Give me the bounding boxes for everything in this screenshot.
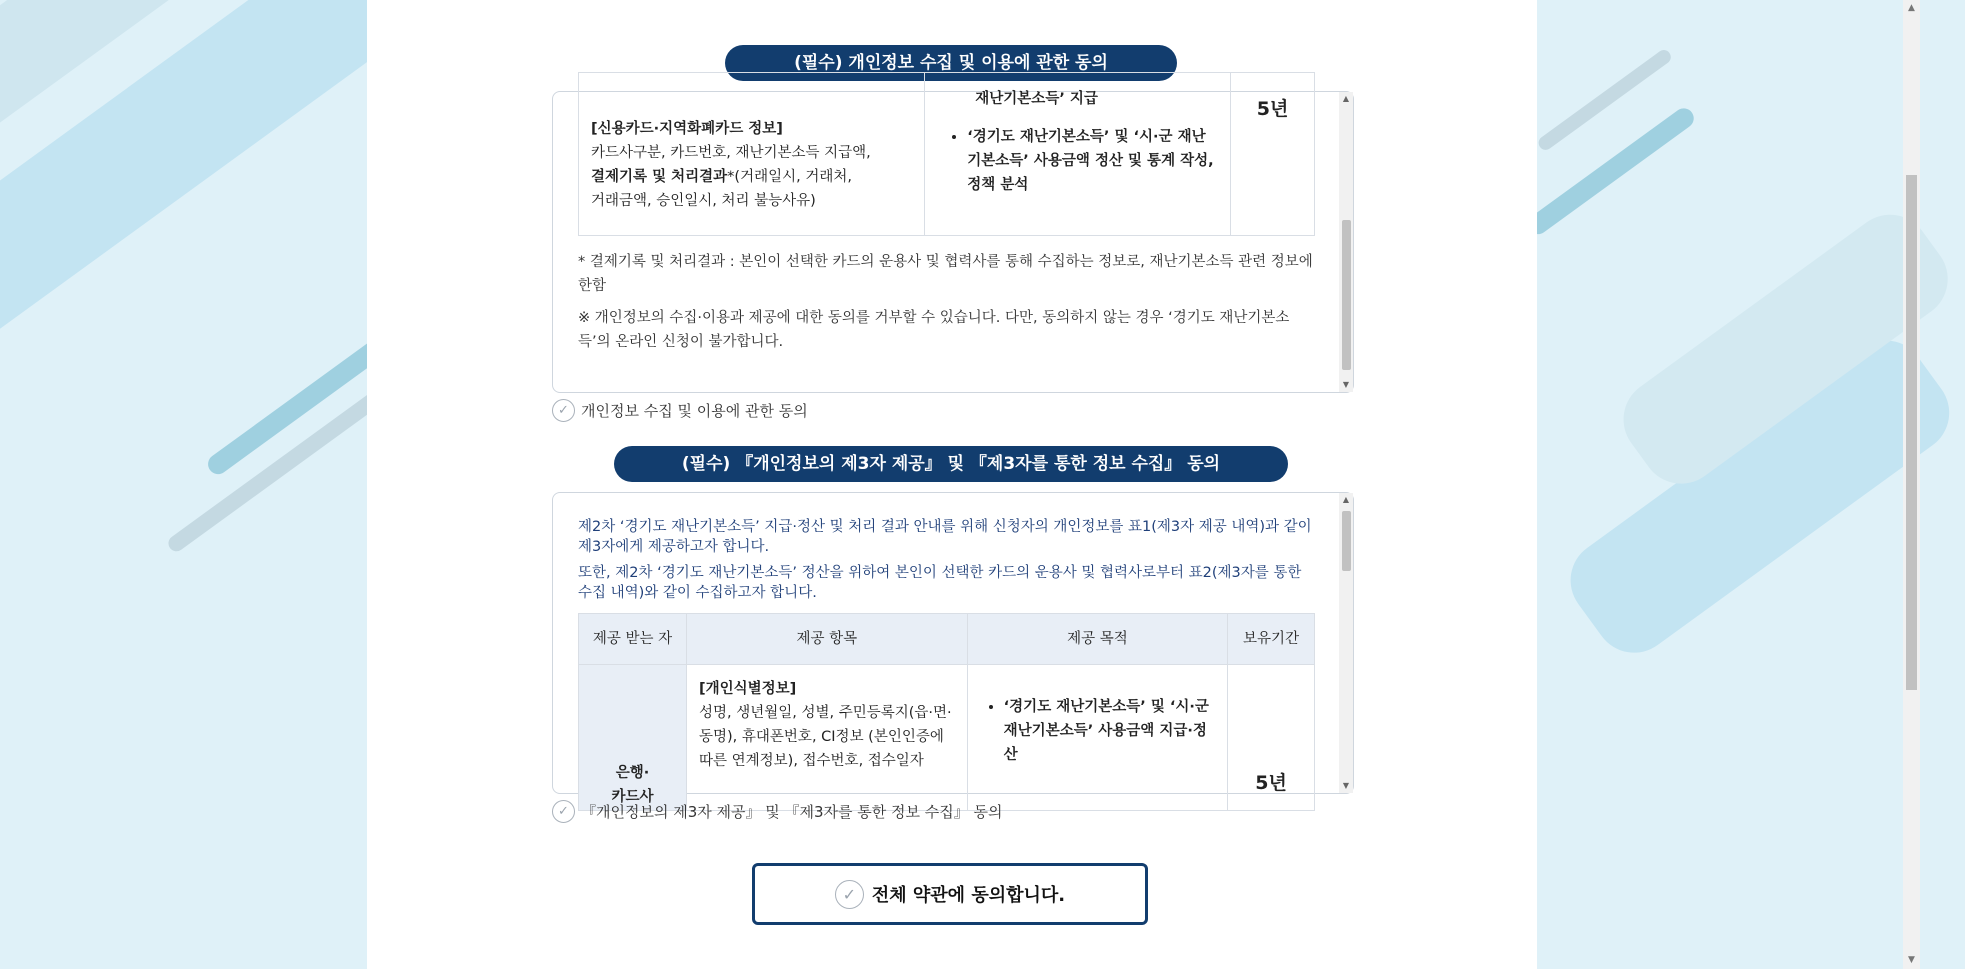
card-info-line1: 카드사구분, 카드번호, 재난기본소득 지급액,: [591, 145, 871, 161]
items-cell: [687, 665, 968, 811]
items-heading: [개인식별정보]: [699, 681, 797, 697]
recipient-cell: [579, 665, 687, 811]
scroll-down-icon[interactable]: ▼: [1342, 380, 1350, 389]
items-text: 성명, 생년월일, 성별, 주민등록지(읍·면·동명), 휴대폰번호, CI정보 (본인인증에 따른 연계정보), 접수번호, 접수일자: [699, 705, 952, 769]
main-content: [367, 0, 1537, 969]
note-payment-records: * 결제기록 및 처리결과 : 본인이 선택한 카드의 운용사 및 협력사를 통해 수집하는 정보로, 재난기본소득 관련 정보에 한함: [578, 254, 1313, 294]
retention-period-2: 5년: [1228, 665, 1315, 811]
intro-paragraph-2: 또한, 제2차 ‘경기도 재난기본소득’ 정산을 위하여 본인이 선택한 카드의 운용사 및 협력사로부터 표2(제3자를 통한 수집 내역)와 같이 수집하고자 합니다.: [578, 565, 1302, 601]
card-info-line2: [591, 165, 912, 189]
purpose-cell: [925, 73, 1231, 236]
header-recipient: 제공 받는 자: [579, 614, 687, 665]
section1-table: [578, 72, 1315, 236]
section2-title: (필수) 『개인정보의 제3자 제공』 및 『제3자를 통한 정보 수집』 동의: [614, 446, 1288, 482]
agree-all-button[interactable]: [752, 863, 1148, 925]
section1-scrollbar[interactable]: [1339, 92, 1353, 392]
scroll-thumb[interactable]: [1342, 511, 1351, 571]
card-info-heading: [신용카드·지역화폐카드 정보]: [591, 121, 783, 137]
agree-all-label: 전체 약관에 동의합니다.: [871, 885, 1066, 906]
purpose2-bullet: • ‘경기도 재난기본소득’ 및 ‘시·군 재난기본소득’ 사용금액 지급·정산: [1004, 695, 1213, 767]
header-period: 보유기간: [1228, 614, 1315, 665]
recipient-name: 은행·: [615, 765, 650, 781]
check-icon: ✓: [552, 800, 575, 823]
scroll-up-icon[interactable]: ▲: [1908, 3, 1915, 13]
section2-scrollbar[interactable]: [1339, 493, 1353, 793]
recipient-name-cont: 카드사: [611, 789, 654, 805]
check-icon: ✓: [552, 399, 575, 422]
scroll-down-icon[interactable]: ▼: [1908, 955, 1915, 965]
page-scrollbar[interactable]: [1903, 0, 1920, 969]
card-info-cell: [579, 73, 925, 236]
page-scroll-thumb[interactable]: [1906, 175, 1917, 690]
card-info-bold: 결제기록 및 처리결과: [591, 169, 728, 185]
note-refusal: ※ 개인정보의 수집·이용과 제공에 대한 동의를 거부할 수 있습니다. 다만, 동의하지 않는 경우 ‘경기도 재난기본소득’의 온라인 신청이 불가합니다.: [578, 310, 1290, 350]
intro-paragraph-1: 제2차 ‘경기도 재난기본소득’ 지급·정산 및 처리 결과 안내를 위해 신청자의 개인정보를 표1(제3자 제공 내역)과 같이 제3자에게 제공하고자 합니다.: [578, 519, 1312, 555]
section2-scroll-box[interactable]: [552, 492, 1354, 805]
purpose-bullet: • ‘경기도 재난기본소득’ 및 ‘시·군 재난기본소득’ 사용금액 정산 및 통계 작성, 정책 분석: [967, 125, 1218, 197]
scroll-thumb[interactable]: [1342, 220, 1351, 370]
retention-period: 5년: [1231, 73, 1315, 236]
purpose-line1: 재난기본소득’ 지급: [975, 91, 1098, 107]
scroll-up-icon[interactable]: ▲: [1342, 94, 1350, 103]
scroll-down-icon[interactable]: ▼: [1342, 781, 1350, 790]
check-icon: ✓: [835, 880, 864, 909]
section2-consent-label: 『개인정보의 제3자 제공』 및 『제3자를 통한 정보 수집』 동의: [581, 803, 1003, 821]
section2-consent-checkbox[interactable]: [552, 800, 1003, 823]
section2-table: [578, 613, 1315, 811]
purpose2-cell: [967, 665, 1227, 811]
scroll-up-icon[interactable]: ▲: [1342, 495, 1350, 504]
section1-scroll-box[interactable]: [552, 91, 1354, 393]
header-items: 제공 항목: [687, 614, 968, 665]
section1-consent-checkbox[interactable]: [552, 399, 808, 422]
section1-consent-label: 개인정보 수집 및 이용에 관한 동의: [581, 402, 808, 420]
card-info-line3: 거래금액, 승인일시, 처리 불능사유): [591, 193, 816, 209]
card-info-line2-rest: *(거래일시, 거래처,: [727, 169, 852, 185]
header-purpose: 제공 목적: [967, 614, 1227, 665]
section1-title: (필수) 개인정보 수집 및 이용에 관한 동의: [725, 45, 1177, 81]
